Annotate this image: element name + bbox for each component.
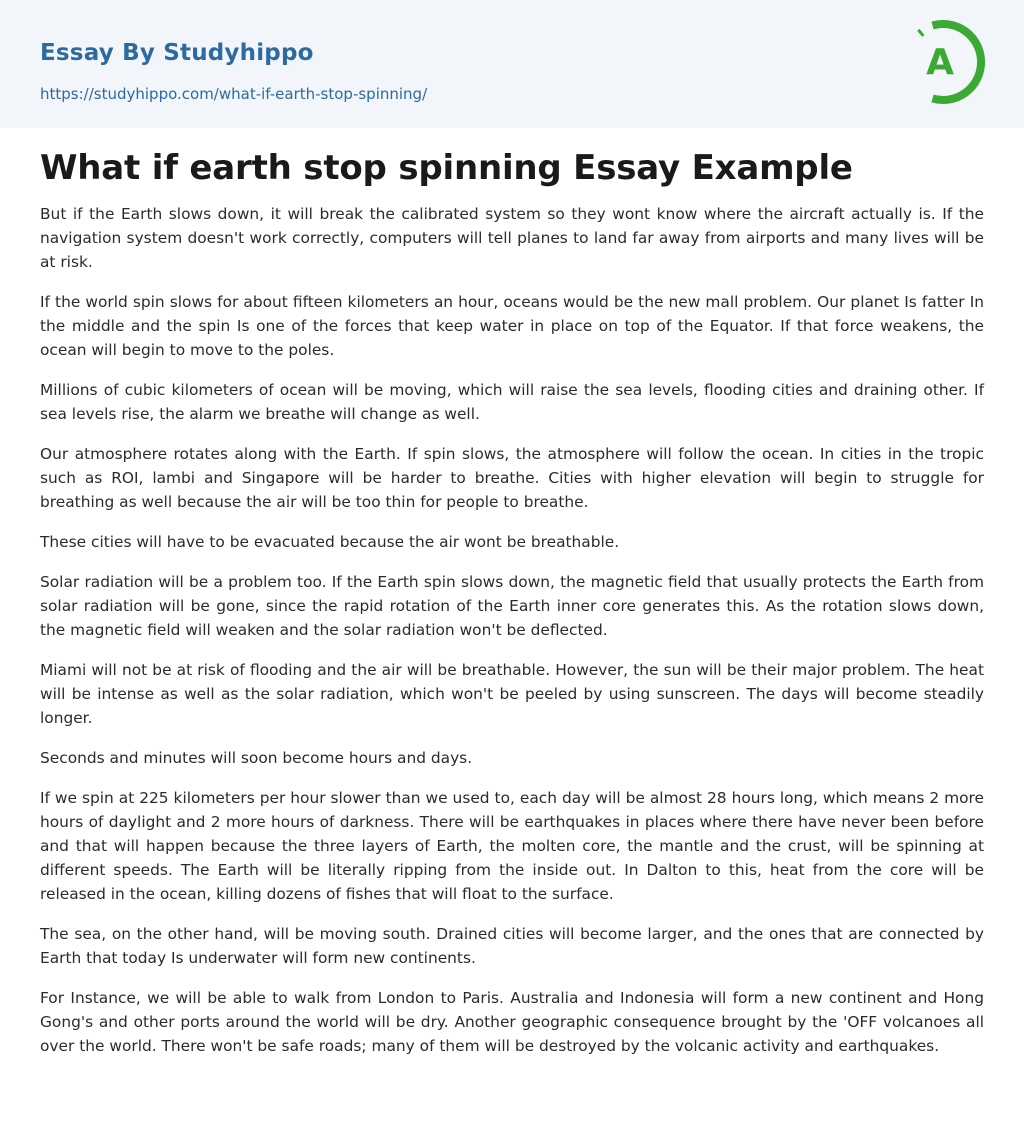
page-title: What if earth stop spinning Essay Example xyxy=(40,148,853,188)
essay-paragraph: But if the Earth slows down, it will break the calibrated system so they wont know where the aircraft actually is. If the navigation system doesn't work correctly, computers will tell planes to land far away from airports and many lives will be at risk. xyxy=(40,205,984,271)
essay-paragraph: Our atmosphere rotates along with the Earth. If spin slows, the atmosphere will follow the ocean. In cities in the tropic such as ROI, lambi and Singapore will be harder to breathe. Cities with higher elevation will begin to struggle for breathing as well because the air will be too thin for people to breathe. xyxy=(40,445,984,511)
essay-paragraph: These cities will have to be evacuated because the air wont be breathable. xyxy=(40,533,620,551)
essay-paragraph: Seconds and minutes will soon become hours and days. xyxy=(40,749,473,767)
studyhippo-logo-icon[interactable] xyxy=(912,18,988,106)
page-url-link[interactable]: https://studyhippo.com/what-if-earth-stop-spinning/ xyxy=(40,85,428,103)
site-title[interactable]: Essay By Studyhippo xyxy=(40,40,314,66)
essay-paragraph: The sea, on the other hand, will be moving south. Drained cities will become larger, and the ones that are connected by Earth that today Is underwater will form new continents. xyxy=(40,925,984,967)
article xyxy=(0,128,1024,1058)
essay-paragraph: Miami will not be at risk of flooding and the air will be breathable. However, the sun will be their major problem. The heat will be intense as well as the solar radiation, which won't be peeled by using sunscreen. The days will become steadily longer. xyxy=(40,661,984,727)
site-header xyxy=(0,0,1024,128)
essay-paragraph: If we spin at 225 kilometers per hour slower than we used to, each day will be almost 28 hours long, which means 2 more hours of daylight and 2 more hours of darkness. There will be earthquakes in places where there have never been before and that will happen because the three layers of Earth, the molten core, the mantle and the crust, will be spinning at different speeds. The Earth will be literally ripping from the inside out. In Dalton to this, heat from the core will be released in the ocean, killing dozens of fishes that will float to the surface. xyxy=(40,789,984,903)
essay-paragraph: For Instance, we will be able to walk from London to Paris. Australia and Indonesia will form a new continent and Hong Gong's and other ports around the world will be dry. Another geographic consequence brought by the 'OFF volcanoes all over the world. There won't be safe roads; many of them will be destroyed by the volcanic activity and earthquakes. xyxy=(40,989,984,1055)
essay-paragraph: Solar radiation will be a problem too. If the Earth spin slows down, the magnetic field that usually protects the Earth from solar radiation will be gone, since the rapid rotation of the Earth inner core generates this. As the rotation slows down, the magnetic field will weaken and the solar radiation won't be deflected. xyxy=(40,573,984,639)
essay-paragraph: If the world spin slows for about fifteen kilometers an hour, oceans would be the new mall problem. Our planet Is fatter In the middle and the spin Is one of the forces that keep water in place on top of the Equator. If that force weakens, the ocean will begin to move to the poles. xyxy=(40,293,984,359)
logo-letter: A xyxy=(926,42,954,83)
essay-paragraph: Millions of cubic kilometers of ocean will be moving, which will raise the sea levels, flooding cities and draining other. If sea levels rise, the alarm we breathe will change as well. xyxy=(40,381,984,423)
essay-body xyxy=(40,202,984,1058)
